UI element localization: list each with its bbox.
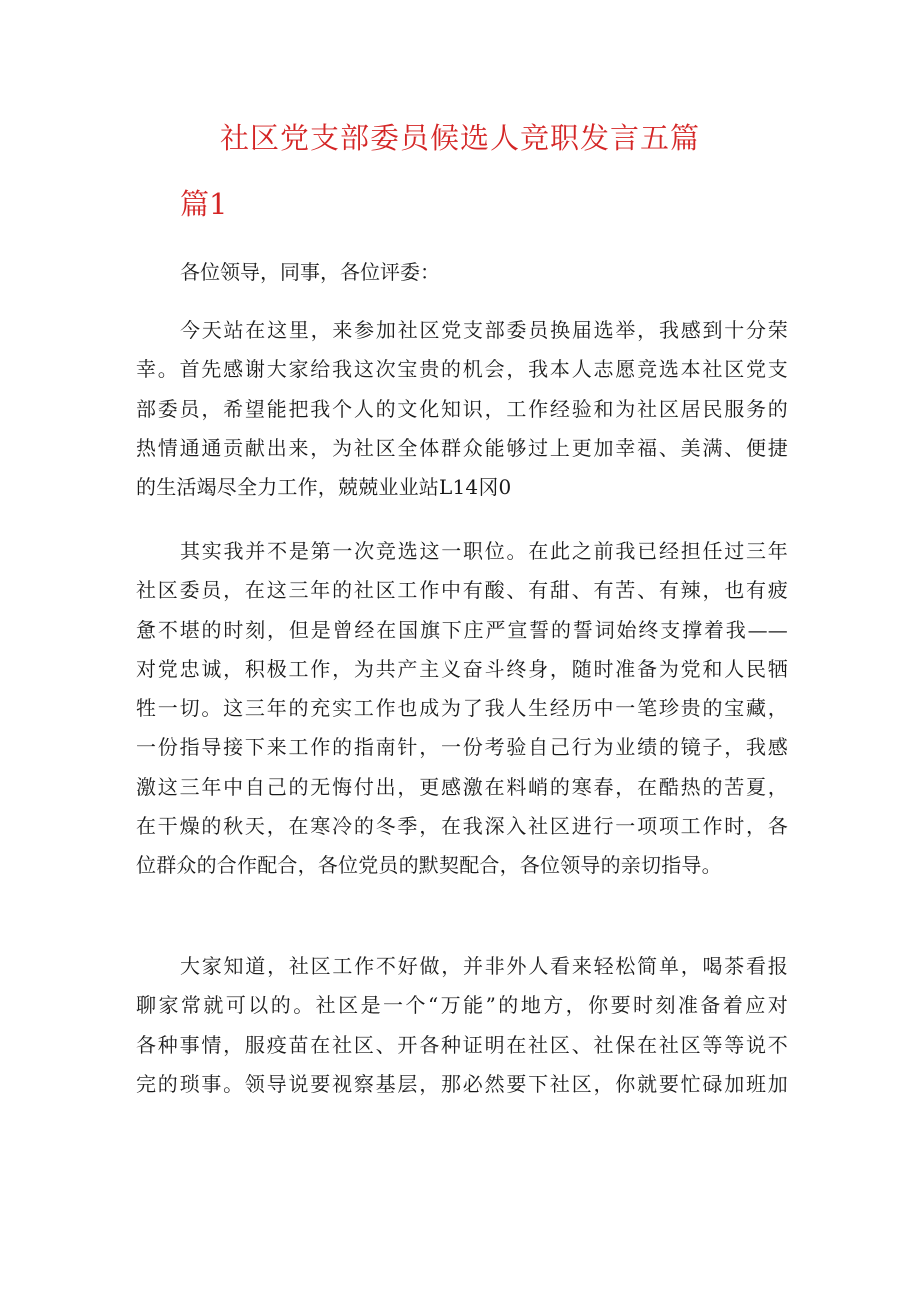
paragraph-line: 在干燥的秋天，在寒冷的冬季，在我深入社区进行一项项工作时，各: [136, 814, 788, 839]
paragraph-line: 一份指导接下来工作的指南针，一份考验自己行为业绩的镜子，我感: [136, 735, 788, 760]
paragraph-line: 激这三年中自己的无悔付出，更感激在料峭的寒春，在酷热的苦夏，: [136, 774, 788, 799]
paragraph-3: [136, 947, 788, 1104]
paragraph-line: 今天站在这里，来参加社区党支部委员换届选举，我感到十分荣: [180, 318, 788, 342]
paragraph-line: 社区委员，在这三年的社区工作中有酸、有甜、有苦、有辣，也有疲: [136, 578, 788, 603]
paragraph-line: 部委员，希望能把我个人的文化知识，工作经验和为社区居民服务的: [136, 396, 788, 421]
section-heading: 篇1: [180, 187, 228, 221]
paragraph-line: 的生活竭尽全力工作，兢兢业业站L14冈0: [136, 475, 512, 500]
paragraph-line: 热情通通贡献出来，为社区全体群众能够过上更加幸福、美满、便捷: [136, 435, 788, 460]
paragraph-line: 牲一切。这三年的充实工作也成为了我人生经历中一笔珍贵的宝藏，: [136, 696, 788, 721]
paragraph-line: 幸。首先感谢大家给我这次宝贵的机会，我本人志愿竞选本社区党支: [136, 357, 788, 382]
paragraph-line: 对党忠诚，积极工作，为共产主义奋斗终身，随时准备为党和人民牺: [136, 656, 788, 681]
paragraph-1: [136, 311, 788, 507]
paragraph-line: 位群众的合作配合，各位党员的默契配合，各位领导的亲切指导。: [136, 853, 722, 878]
paragraph-line: 大家知道，社区工作不好做，并非外人看来轻松简单，喝茶看报: [180, 954, 788, 978]
paragraph-line: 完的琐事。领导说要视察基层，那必然要下社区，你就要忙碌加班加: [136, 1071, 788, 1096]
paragraph-line: 其实我并不是第一次竞选这一职位。在此之前我已经担任过三年: [180, 539, 788, 563]
paragraph-line: 各种事情，服疫苗在社区、开各种证明在社区、社保在社区等等说不: [136, 1032, 788, 1057]
salutation: 各位领导，同事，各位评委：: [180, 260, 440, 284]
paragraph-2: [136, 532, 788, 886]
paragraph-line: 惫不堪的时刻，但是曾经在国旗下庄严宣誓的誓词始终支撑着我——: [136, 617, 788, 642]
document-title: 社区党支部委员候选人竞职发言五篇: [219, 121, 700, 155]
paragraph-line: 聊家常就可以的。社区是一个“万能”的地方，你要时刻准备着应对: [136, 993, 788, 1018]
